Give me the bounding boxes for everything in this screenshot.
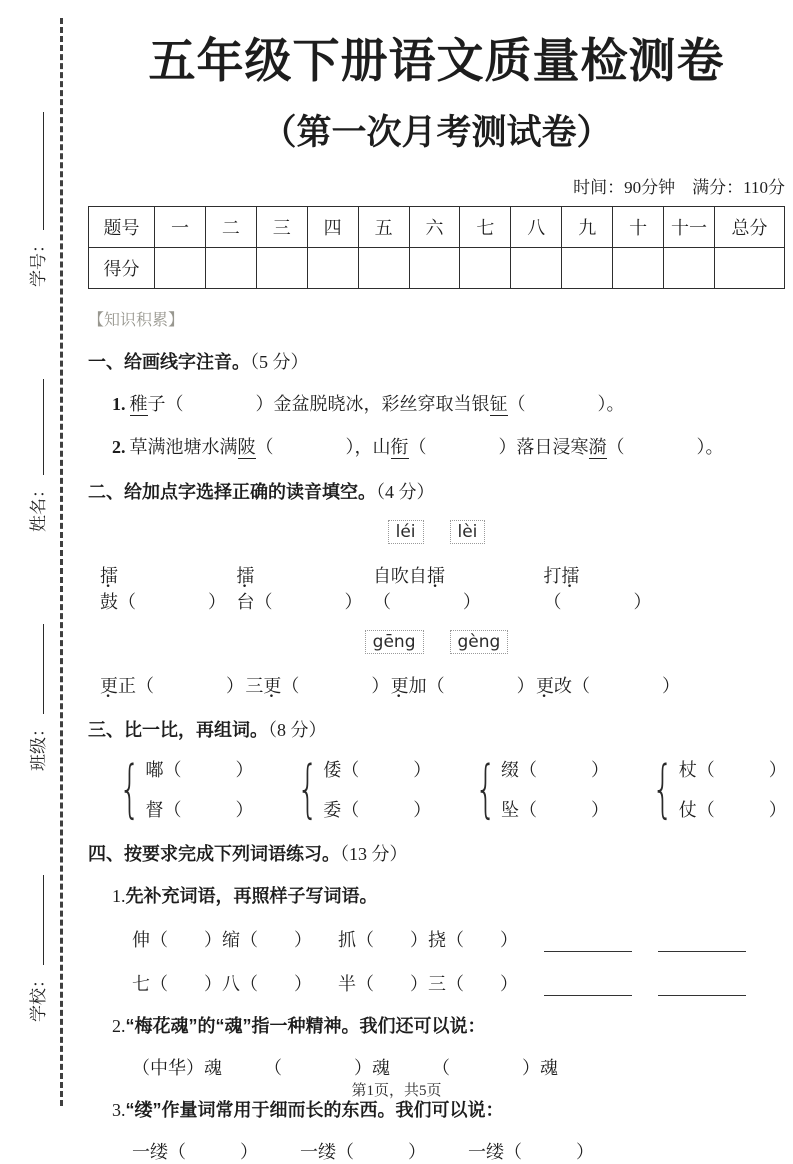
soul-word: （中华）魂 <box>132 1058 222 1079</box>
brace-icon: { <box>296 752 319 826</box>
word-blank: 三更（ ） <box>245 676 390 697</box>
score-col-1: 一 <box>155 207 206 248</box>
strand-word: 一缕（ ） <box>468 1142 594 1163</box>
score-row-label: 得分 <box>89 248 155 289</box>
score-cell <box>205 248 256 289</box>
student-id-blank-line <box>28 112 43 230</box>
word-completion: 半（ ）三（ ） <box>338 974 518 995</box>
score-col-4: 四 <box>307 207 358 248</box>
answer-blank-line <box>658 935 746 952</box>
compare-pair <box>466 752 609 826</box>
word-blank: 擂台（ ） <box>236 566 363 613</box>
score-cell <box>511 248 562 289</box>
pinyin-option: gèng <box>450 630 509 654</box>
margin-fields <box>16 34 56 1114</box>
score-col-9: 九 <box>562 207 613 248</box>
pair-bottom: 委（ ） <box>323 800 432 821</box>
q4-sub-1-number: 1. <box>112 886 126 907</box>
strand-word: 一缕（ ） <box>132 1142 258 1163</box>
word-blank: 更加（ ） <box>390 676 535 697</box>
pinyin-option: lèi <box>450 520 486 544</box>
question-2-title-text: 二、给加点字选择正确的读音填空。 <box>88 482 376 503</box>
score-cell <box>307 248 358 289</box>
pair-top: 嘟（ ） <box>145 760 254 781</box>
question-2-points: （4 分） <box>376 482 435 503</box>
q4-fill-row-1 <box>132 926 785 952</box>
score-cell <box>613 248 664 289</box>
answer-blank-line <box>658 979 746 996</box>
score-cell <box>460 248 511 289</box>
word-blank: 更改（ ） <box>535 676 680 697</box>
score-col-6: 六 <box>409 207 460 248</box>
soul-word: （ ）魂 <box>432 1058 558 1079</box>
paper-title: 五年级下册语文质量检测卷 <box>148 36 725 88</box>
compare-pair <box>110 752 254 826</box>
q1-item-2-number: 2. <box>112 437 126 458</box>
class-label: 班级： <box>28 720 48 771</box>
score-col-7: 七 <box>460 207 511 248</box>
word-blank: 更正（ ） <box>100 676 244 697</box>
word-completion: 伸（ ）缩（ ） <box>132 930 312 951</box>
question-3-title-text: 三、比一比，再组词。 <box>88 720 268 741</box>
word-completion: 抓（ ）挠（ ） <box>338 930 518 951</box>
question-4-points: （13 分） <box>340 844 408 865</box>
pinyin-options-lei <box>88 520 785 544</box>
brace-icon: { <box>652 752 674 826</box>
question-4-title <box>88 840 785 866</box>
class-field <box>24 624 49 771</box>
score-col-total: 总分 <box>715 207 785 248</box>
main-content <box>88 0 785 1164</box>
q4-sub-2-answers <box>132 1054 785 1080</box>
pinyin-option: léi <box>388 520 424 544</box>
name-label: 姓名： <box>28 481 48 532</box>
score-cell <box>155 248 206 289</box>
word-blank: 打擂（ ） <box>543 566 652 613</box>
soul-word: （ ）魂 <box>264 1058 390 1079</box>
student-id-field <box>24 112 49 287</box>
score-table-header-row <box>89 207 785 248</box>
q4-sub-1 <box>112 882 785 908</box>
q1-item-1-text: 稚子（ ）金盆脱晓冰，彩丝穿取当银钲（ ）。 <box>129 394 625 414</box>
word-completion: 七（ ）八（ ） <box>132 974 312 995</box>
score-table-corner: 题号 <box>89 207 155 248</box>
brace-icon: { <box>118 752 141 826</box>
score-cell <box>256 248 307 289</box>
q4-sub-2-text: “梅花魂”的“魂”指一种精神。我们还可以说： <box>125 1016 486 1037</box>
school-label: 学校： <box>28 971 48 1022</box>
score-cell <box>358 248 409 289</box>
class-blank-line <box>28 624 43 714</box>
q4-sub-2 <box>112 1012 785 1038</box>
score-col-3: 三 <box>256 207 307 248</box>
score-col-2: 二 <box>205 207 256 248</box>
question-2-title <box>88 478 785 504</box>
q4-sub-3-text: “缕”作量词常用于细而长的东西。我们可以说： <box>125 1100 504 1121</box>
strand-word: 一缕（ ） <box>300 1142 426 1163</box>
pair-top: 倭（ ） <box>323 760 432 781</box>
q1-item-2 <box>112 435 785 460</box>
score-cell <box>664 248 715 289</box>
word-blank: 自吹自擂（ ） <box>372 566 481 613</box>
binding-dashed-line <box>60 18 63 1106</box>
q4-sub-1-text: 先补充词语，再照样子写词语。 <box>125 886 378 907</box>
pinyin-options-geng <box>88 630 785 654</box>
question-4-title-text: 四、按要求完成下列词语练习。 <box>88 844 340 865</box>
name-field <box>24 379 49 532</box>
paper-subtitle: （第一次月考测试卷） <box>261 113 612 152</box>
q1-item-1 <box>112 392 785 417</box>
score-table <box>88 206 785 289</box>
question-3-points: （8 分） <box>268 720 327 741</box>
q2-word-row-2 <box>100 672 680 698</box>
pinyin-option: gēng <box>365 630 424 654</box>
page-number: 第1页，共5页 <box>351 1083 442 1099</box>
question-3-title <box>88 716 785 742</box>
q4-sub-3-number: 3. <box>112 1100 126 1121</box>
compare-pair <box>288 752 432 826</box>
pair-top: 缀（ ） <box>500 760 609 781</box>
score-col-5: 五 <box>358 207 409 248</box>
student-id-label: 学号： <box>28 236 48 287</box>
exam-info: 时间：90分钟 满分：110分 <box>573 178 785 197</box>
q4-fill-row-2 <box>132 970 785 996</box>
school-field <box>24 875 49 1022</box>
name-blank-line <box>28 379 43 475</box>
score-cell <box>409 248 460 289</box>
q4-sub-2-number: 2. <box>112 1016 126 1037</box>
pair-bottom: 坠（ ） <box>500 800 609 821</box>
score-col-10: 十 <box>613 207 664 248</box>
score-cell <box>715 248 785 289</box>
q2-word-row-1 <box>100 562 680 614</box>
school-blank-line <box>28 875 43 965</box>
score-table-score-row <box>89 248 785 289</box>
word-blank: 擂鼓（ ） <box>100 566 226 613</box>
knowledge-section-header: 【知识积累】 <box>88 312 185 329</box>
q1-item-1-number: 1. <box>112 394 126 414</box>
score-col-8: 八 <box>511 207 562 248</box>
question-1-title <box>88 348 785 374</box>
compare-pair <box>643 752 787 826</box>
pair-top: 杖（ ） <box>678 760 787 781</box>
question-1-points: （5 分） <box>250 352 309 372</box>
q3-compare-pairs <box>110 752 787 826</box>
answer-blank-line <box>544 979 632 996</box>
q4-sub-3 <box>112 1096 785 1122</box>
pair-bottom: 仗（ ） <box>678 800 787 821</box>
pair-bottom: 督（ ） <box>145 800 254 821</box>
q1-item-2-text: 草满池塘水满陂（ ），山衔（ ）落日浸寒漪（ ）。 <box>129 437 724 458</box>
q4-sub-3-answers <box>132 1138 785 1164</box>
score-cell <box>562 248 613 289</box>
question-1-title-text: 一、给画线字注音。 <box>88 352 250 372</box>
answer-blank-line <box>544 935 632 952</box>
score-col-11: 十一 <box>664 207 715 248</box>
brace-icon: { <box>474 752 497 826</box>
